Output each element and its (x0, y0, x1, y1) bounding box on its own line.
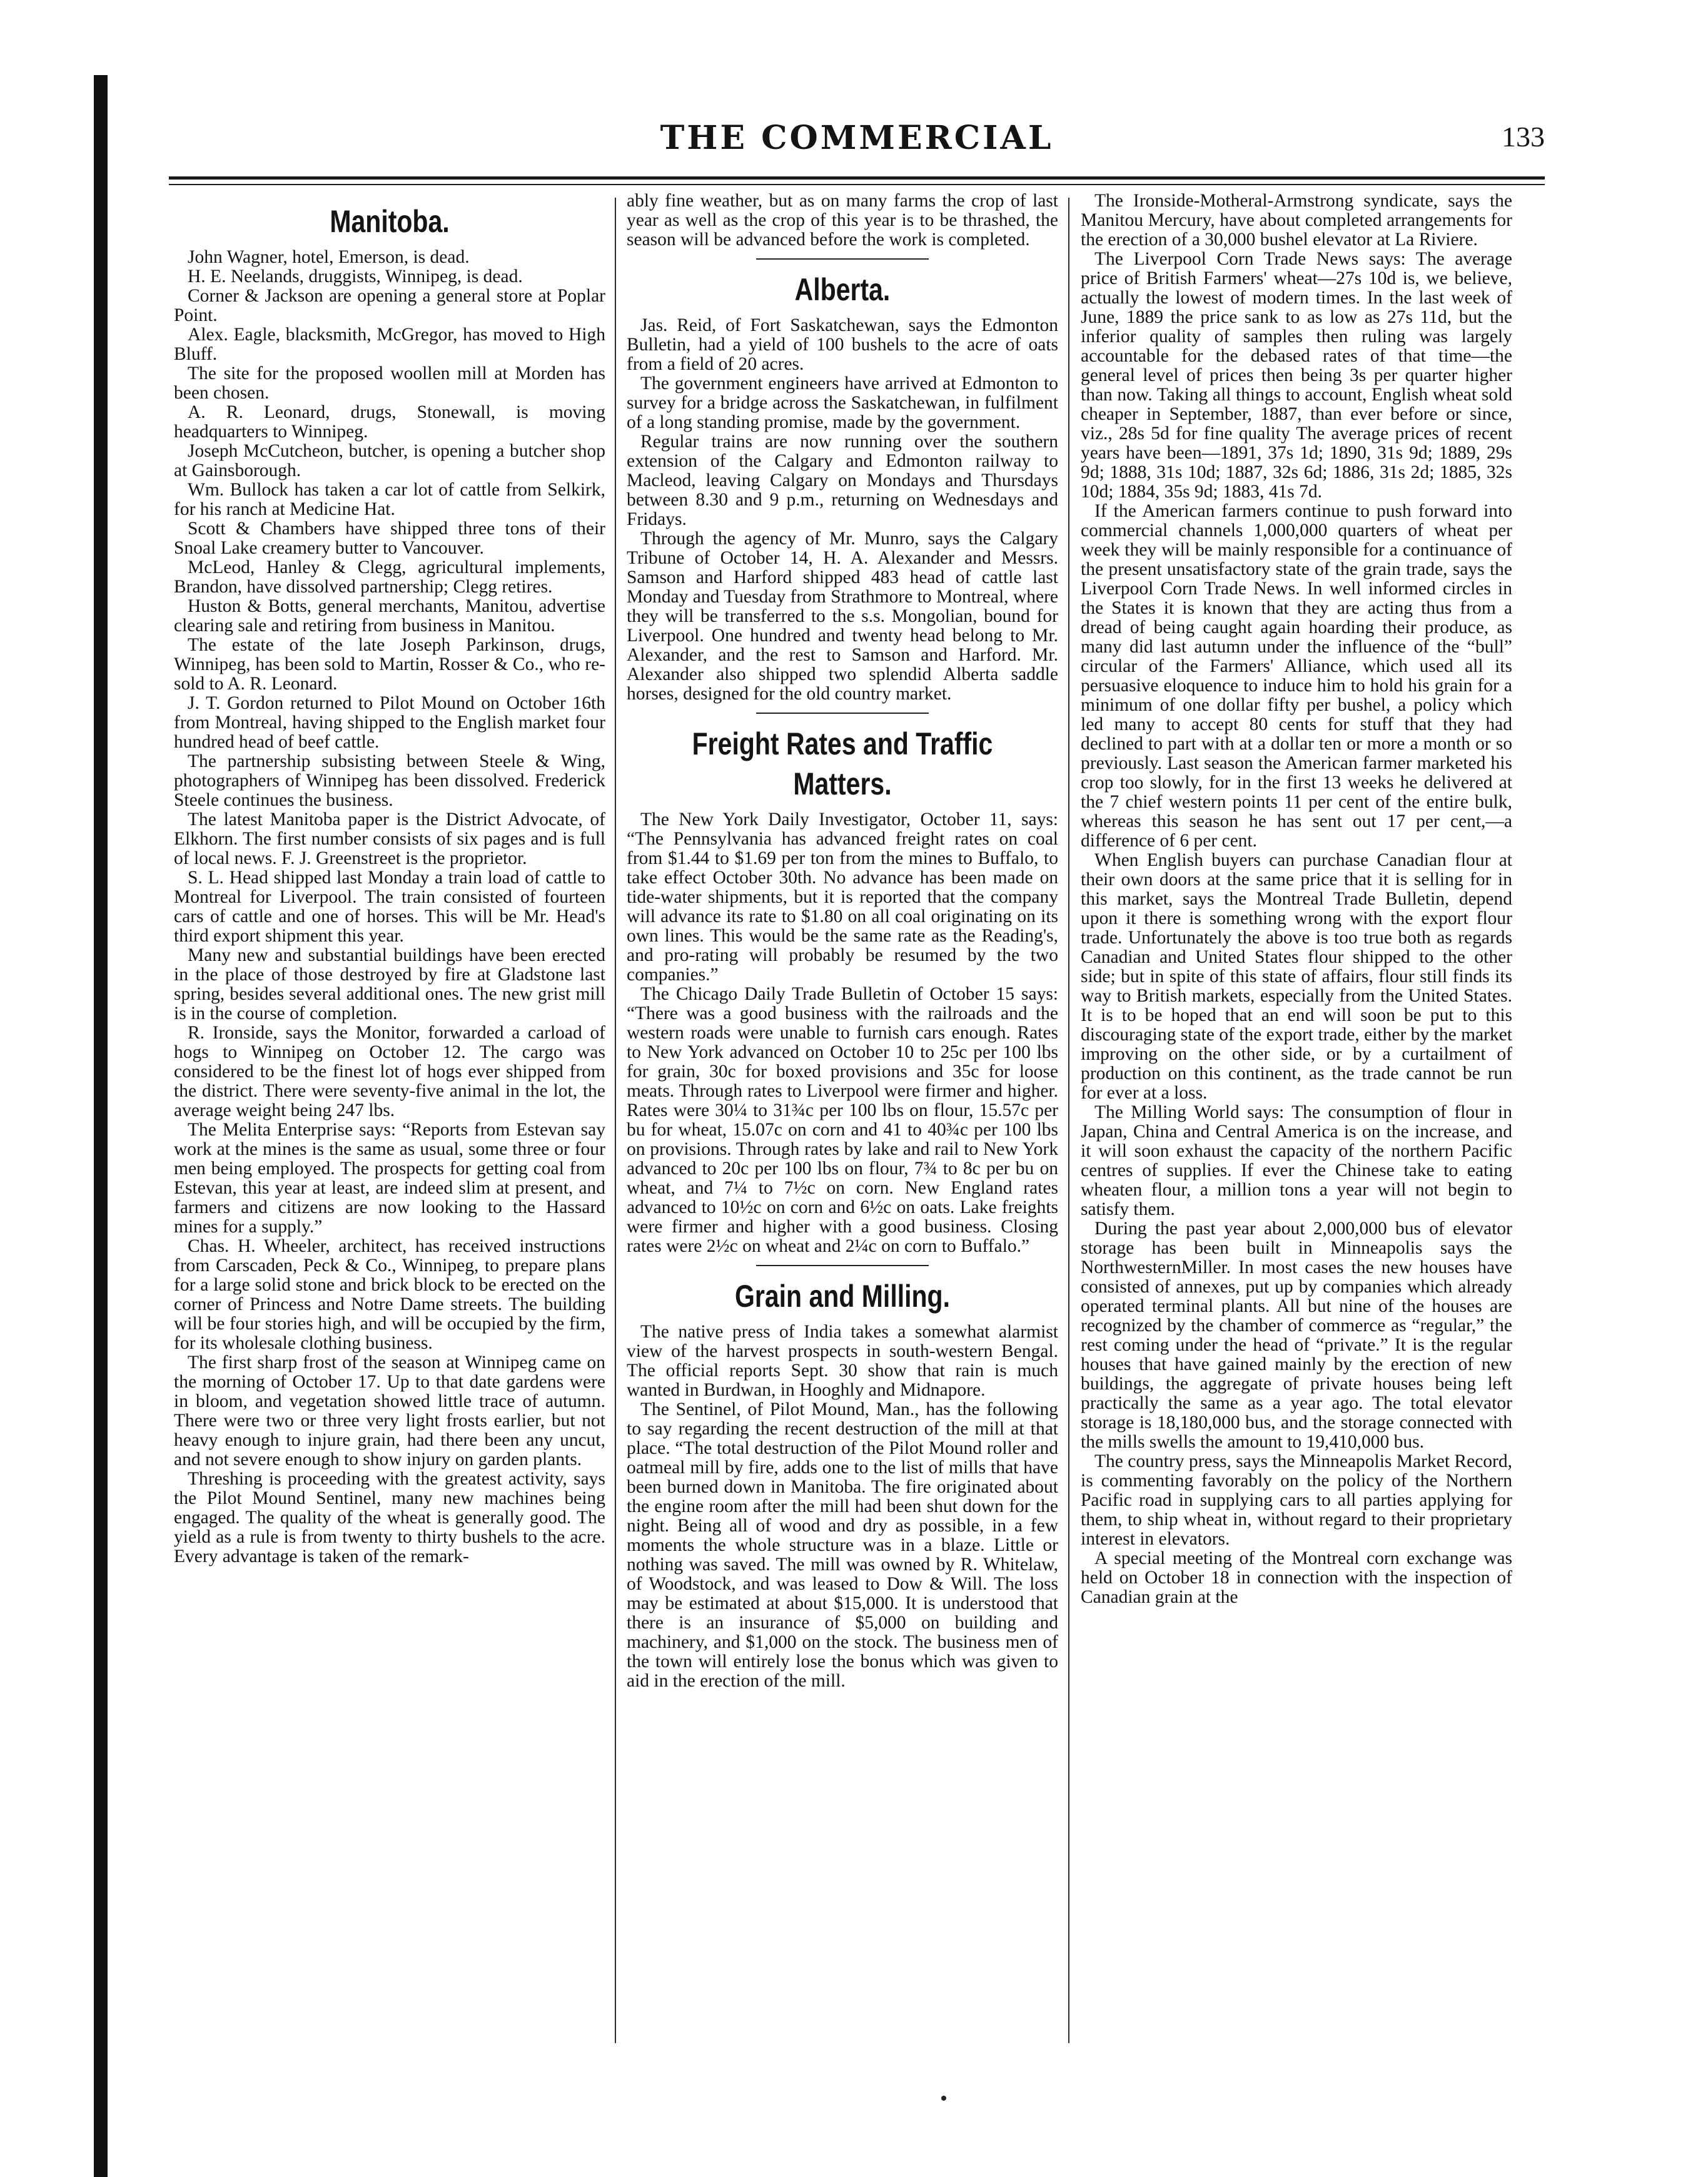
page-number: 133 (1502, 121, 1545, 153)
column-2 (627, 191, 1058, 2056)
section-divider (756, 713, 929, 714)
article-paragraph: Alex. Eagle, blacksmith, McGregor, has moved to High Bluff. (174, 325, 605, 364)
article-columns (174, 191, 1545, 2056)
article-paragraph: Scott & Chambers have shipped three tons of their Snoal Lake creamery butter to Vancouver. (174, 519, 605, 558)
article-paragraph: When English buyers can purchase Canadian flour at their own doors at the same price that it is selling for in this market, says the Montreal Trade Bulletin, depend upon it there is something wrong with the export flour trade. Unfortunately the above is too true both as regards Canadian and United States flour shipped to the other side; but in spite of this state of affairs, flour still finds its way to British markets, especially from the United States. It is to be hoped that an end will soon be put to this discouraging state of the export trade, either by the market improving on the other side, or by a curtailment of production on this continent, as the trade cannot be run for ever at a loss. (1081, 850, 1512, 1103)
article-paragraph: A special meeting of the Montreal corn exchange was held on October 18 in connection with the inspection of Canadian grain at the (1081, 1548, 1512, 1607)
article-paragraph: The partnership subsisting between Steele & Wing, photographers of Winnipeg has been dissolved. Frederick Steele continues the business. (174, 751, 605, 810)
section-divider (756, 258, 929, 260)
header-rule (169, 176, 1545, 180)
article-paragraph: During the past year about 2,000,000 bus of elevator storage has been built in Minneapolis says the NorthwesternMiller. In most cases the new houses have consisted of annexes, put up by companies which already operated terminal plants. All but nine of the houses are recognized by the chamber of commerce as “regular,” the rest coming under the head of “private.” It is the regular houses that have gained mainly by the erection of new buildings, the aggregate of private houses being left practically the same as a year ago. The total elevator storage is 18,180,000 bus, and the storage connected with the mills swells the amount to 19,410,000 bus. (1081, 1219, 1512, 1452)
article-paragraph: R. Ironside, says the Monitor, forwarded a carload of hogs to Winnipeg on October 12. The cargo was considered to be the finest lot of hogs ever shipped from the district. There were seventy-five animal in the lot, the average weight being 247 lbs. (174, 1023, 605, 1120)
article-paragraph: The native press of India takes a somewhat alarmist view of the harvest prospects in south-western Bengal. The official reports Sept. 30 show that rain is much wanted in Burdwan, in Hooghly and Midnapore. (627, 1322, 1058, 1400)
article-paragraph: The latest Manitoba paper is the District Advocate, of Elkhorn. The first number consists of six pages and is full of local news. F. J. Greenstreet is the proprietor. (174, 809, 605, 868)
article-paragraph: The country press, says the Minneapolis Market Record, is commenting favorably on the policy of the Northern Pacific road in supplying cars to all parties applying for them, to ship wheat in, without regard to their proprietary interest in elevators. (1081, 1451, 1512, 1549)
article-paragraph: The estate of the late Joseph Parkinson, drugs, Winnipeg, has been sold to Martin, Rosser & Co., who re-sold to A. R. Leonard. (174, 635, 605, 694)
article-paragraph: The site for the proposed woollen mill at Morden has been chosen. (174, 363, 605, 403)
article-paragraph: The Liverpool Corn Trade News says: The average price of British Farmers' wheat—27s 10d is, we believe, actually the lowest of modern times. In the last week of June, 1889 the price sank to as low as 27s 11d, but the inferior quality of samples then ruling was largely accountable for the debased rates of that time—the general level of prices then being 3s per quarter higher than now. Taking all things to account, English wheat sold cheaper in September, 1887, than ever before or since, viz., 28s 5d for fine quality The average prices of recent years have been—1891, 37s 1d; 1890, 31s 9d; 1889, 29s 9d; 1888, 31s 10d; 1887, 32s 6d; 1886, 31s 2d; 1885, 32s 10d; 1884, 35s 9d; 1883, 41s 7d. (1081, 249, 1512, 502)
footer-mark (941, 2096, 946, 2101)
section-divider (756, 1265, 929, 1266)
article-paragraph: John Wagner, hotel, Emerson, is dead. (188, 247, 470, 267)
column-divider (1068, 198, 1069, 2043)
article-paragraph: Through the agency of Mr. Munro, says the Calgary Tribune of October 14, H. A. Alexander and Messrs. Samson and Harford shipped 483 head of cattle last Monday and Tuesday from Strathmore to Montreal, where they will be transferred to the s.s. Mongolian, bound for Liverpool. One hundred and twenty head belong to Mr. Alexander, and the rest to Samson and Harford. Mr. Alexander also shipped two splendid Alberta saddle horses, designed for the old country market. (627, 529, 1058, 704)
article-paragraph: J. T. Gordon returned to Pilot Mound on October 16th from Montreal, having shipped to the English market four hundred head of beef cattle. (174, 693, 605, 752)
article-paragraph: Huston & Botts, general merchants, Manitou, advertise clearing sale and retiring from business in Manitou. (174, 596, 605, 636)
column-1 (174, 191, 605, 2056)
scan-edge-bar (94, 75, 108, 2177)
article-paragraph: The first sharp frost of the season at Winnipeg came on the morning of October 17. Up to that date gardens were in bloom, and vegetation showed little trace of autumn. There were two or three very light frosts earlier, but not heavy enough to injure grain, had there been any uncut, and not severe enough to show injury on garden plants. (174, 1352, 605, 1469)
article-paragraph: ably fine weather, but as on many farms the crop of last year as well as the crop of this year is to be thrashed, the season will be advanced before the work is completed. (627, 191, 1058, 250)
header-rule-thin (169, 184, 1545, 185)
article-paragraph: The Ironside-Motheral-Armstrong syndicate, says the Manitou Mercury, have about completed arrangements for the erection of a 30,000 bushel elevator at La Riviere. (1081, 191, 1512, 250)
article-paragraph: The Milling World says: The consumption of flour in Japan, China and Central America is on the increase, and it will soon exhaust the capacity of the northern Pacific centres of supplies. If ever the Chinese take to eating wheaten flour, a million tons a year will not begin to satisfy them. (1081, 1102, 1512, 1219)
article-paragraph: H. E. Neelands, druggists, Winnipeg, is dead. (188, 266, 523, 287)
page-header (169, 119, 1545, 169)
article-paragraph: Many new and substantial buildings have been erected in the place of those destroyed by fire at Gladstone last spring, besides several additional ones. The new grist mill is in the course of completion. (174, 945, 605, 1023)
section-heading: Freight Rates and Traffic Matters. (692, 726, 993, 801)
article-paragraph: Regular trains are now running over the southern extension of the Calgary and Edmonton railway to Macleod, leaving Calgary on Mondays and Thursdays between 8.30 and 9 p.m., returning on Wednesdays and Fridays. (627, 432, 1058, 529)
article-paragraph: The Sentinel, of Pilot Mound, Man., has the following to say regarding the recent destruction of the mill at that place. “The total destruction of the Pilot Mound roller and oatmeal mill by fire, adds one to the list of mills that have been burned down in Manitoba. The fire originated about the engine room after the mill had been shut down for the night. Being all of wood and dry as possible, in a few moments the whole structure was in a blaze. Little or nothing was saved. The mill was owned by R. Whitelaw, of Woodstock, and was leased to Dow & Will. The loss may be estimated at about $15,000. It is understood that there is an insurance of $5,000 on building and machinery, and $1,000 on the stock. The business men of the town will entirely lose the bonus which was given to aid in the erection of the mill. (627, 1399, 1058, 1691)
article-paragraph: Jas. Reid, of Fort Saskatchewan, says the Edmonton Bulletin, had a yield of 100 bushels to the acre of oats from a field of 20 acres. (627, 315, 1058, 374)
article-paragraph: Chas. H. Wheeler, architect, has received instructions from Carscaden, Peck & Co., Winnipeg, to prepare plans for a large solid stone and brick block to be erected on the corner of Princess and Notre Dame streets. The building will be four stories high, and will be occupied by the firm, for its wholesale clothing business. (174, 1236, 605, 1353)
masthead: THE COMMERCIAL (660, 119, 1054, 157)
column-divider (615, 198, 616, 2043)
article-paragraph: The New York Daily Investigator, October 11, says: “The Pennsylvania has advanced freight rates on coal from $1.44 to $1.69 per ton from the mines to Buffalo, to take effect October 30th. No advance has been made on tide-water shipments, but it is reported that the company will advance its rate to $1.80 on all coal originating on its own lines. This would be the same rate as the Reading's, and pro-rating will probably be resumed by the two companies.” (627, 809, 1058, 985)
article-paragraph: The Chicago Daily Trade Bulletin of October 15 says: “There was a good business with the railroads and the western roads were unable to furnish cars enough. Rates to New York advanced on October 10 to 25c per 100 lbs for grain, 30c for boxed provisions and 35c for loose meats. Through rates to Liverpool were firmer and higher. Rates were 30¼ to 31¾c per 100 lbs on flour, 15.57c per bu for wheat, 15.07c on corn and 41 to 40¾c per 100 lbs on provisions. Through rates by lake and rail to New York advanced to 20c per 100 lbs on flour, 7¾ to 8c per bu on wheat, and 7¼ to 7½c on corn. New England rates advanced to 10½c on corn and 6½c on oats. Lake freights were firmer and higher with a good business. Closing rates were 2½c on wheat and 2¼c on corn to Buffalo.” (627, 984, 1058, 1256)
section-heading: Manitoba. (330, 204, 450, 239)
article-paragraph: If the American farmers continue to push forward into commercial channels 1,000,000 quarters of wheat per week they will be mainly responsible for a continuance of the present unsatisfactory state of the grain trade, says the Liverpool Corn Trade News. In well informed circles in the States it is known that they are acting thus from a dread of being caught again hoarding their produce, as many did last autumn under the influence of the “bull” circular of the Farmers' Alliance, which used all its persuasive eloquence to induce him to hold his grain for a minimum of one dollar fifty per bushel, a policy which led many to accept 80 cents for stuff that they had declined to part with at a dollar ten or more a month or so previously. Last season the American farmer marketed his crop too slowly, for in the first 13 weeks he delivered at the 7 chief western points 11 per cent of the entire bulk, whereas this season he has sent out 17 per cent,—a difference of 6 per cent. (1081, 501, 1512, 851)
section-heading: Grain and Milling. (735, 1279, 950, 1314)
article-paragraph: McLeod, Hanley & Clegg, agricultural implements, Brandon, have dissolved partnership; Clegg retires. (174, 557, 605, 597)
section-heading: Alberta. (794, 272, 891, 307)
article-paragraph: Joseph McCutcheon, butcher, is opening a butcher shop at Gainsborough. (174, 441, 605, 480)
article-paragraph: The Melita Enterprise says: “Reports from Estevan say work at the mines is the same as usual, some three or four men being employed. The prospects for getting coal from Estevan, this year at least, are indeed slim at present, and farmers and citizens are now looking to the Hassard mines for a supply.” (174, 1120, 605, 1237)
column-3 (1081, 191, 1512, 2056)
article-paragraph: A. R. Leonard, drugs, Stonewall, is moving headquarters to Winnipeg. (174, 402, 605, 442)
article-paragraph: Wm. Bullock has taken a car lot of cattle from Selkirk, for his ranch at Medicine Hat. (174, 480, 605, 519)
article-paragraph: The government engineers have arrived at Edmonton to survey for a bridge across the Saskatchewan, in fulfilment of a long standing promise, made by the government. (627, 373, 1058, 432)
article-paragraph: Threshing is proceeding with the greatest activity, says the Pilot Mound Sentinel, many new machines being engaged. The quality of the wheat is generally good. The yield as a rule is from twenty to thirty bushels to the acre. Every advantage is taken of the remark- (174, 1469, 605, 1566)
article-paragraph: Corner & Jackson are opening a general store at Poplar Point. (174, 286, 605, 325)
article-paragraph: S. L. Head shipped last Monday a train load of cattle to Montreal for Liverpool. The train consisted of fourteen cars of cattle and one of horses. This will be Mr. Head's third export shipment this year. (174, 868, 605, 946)
